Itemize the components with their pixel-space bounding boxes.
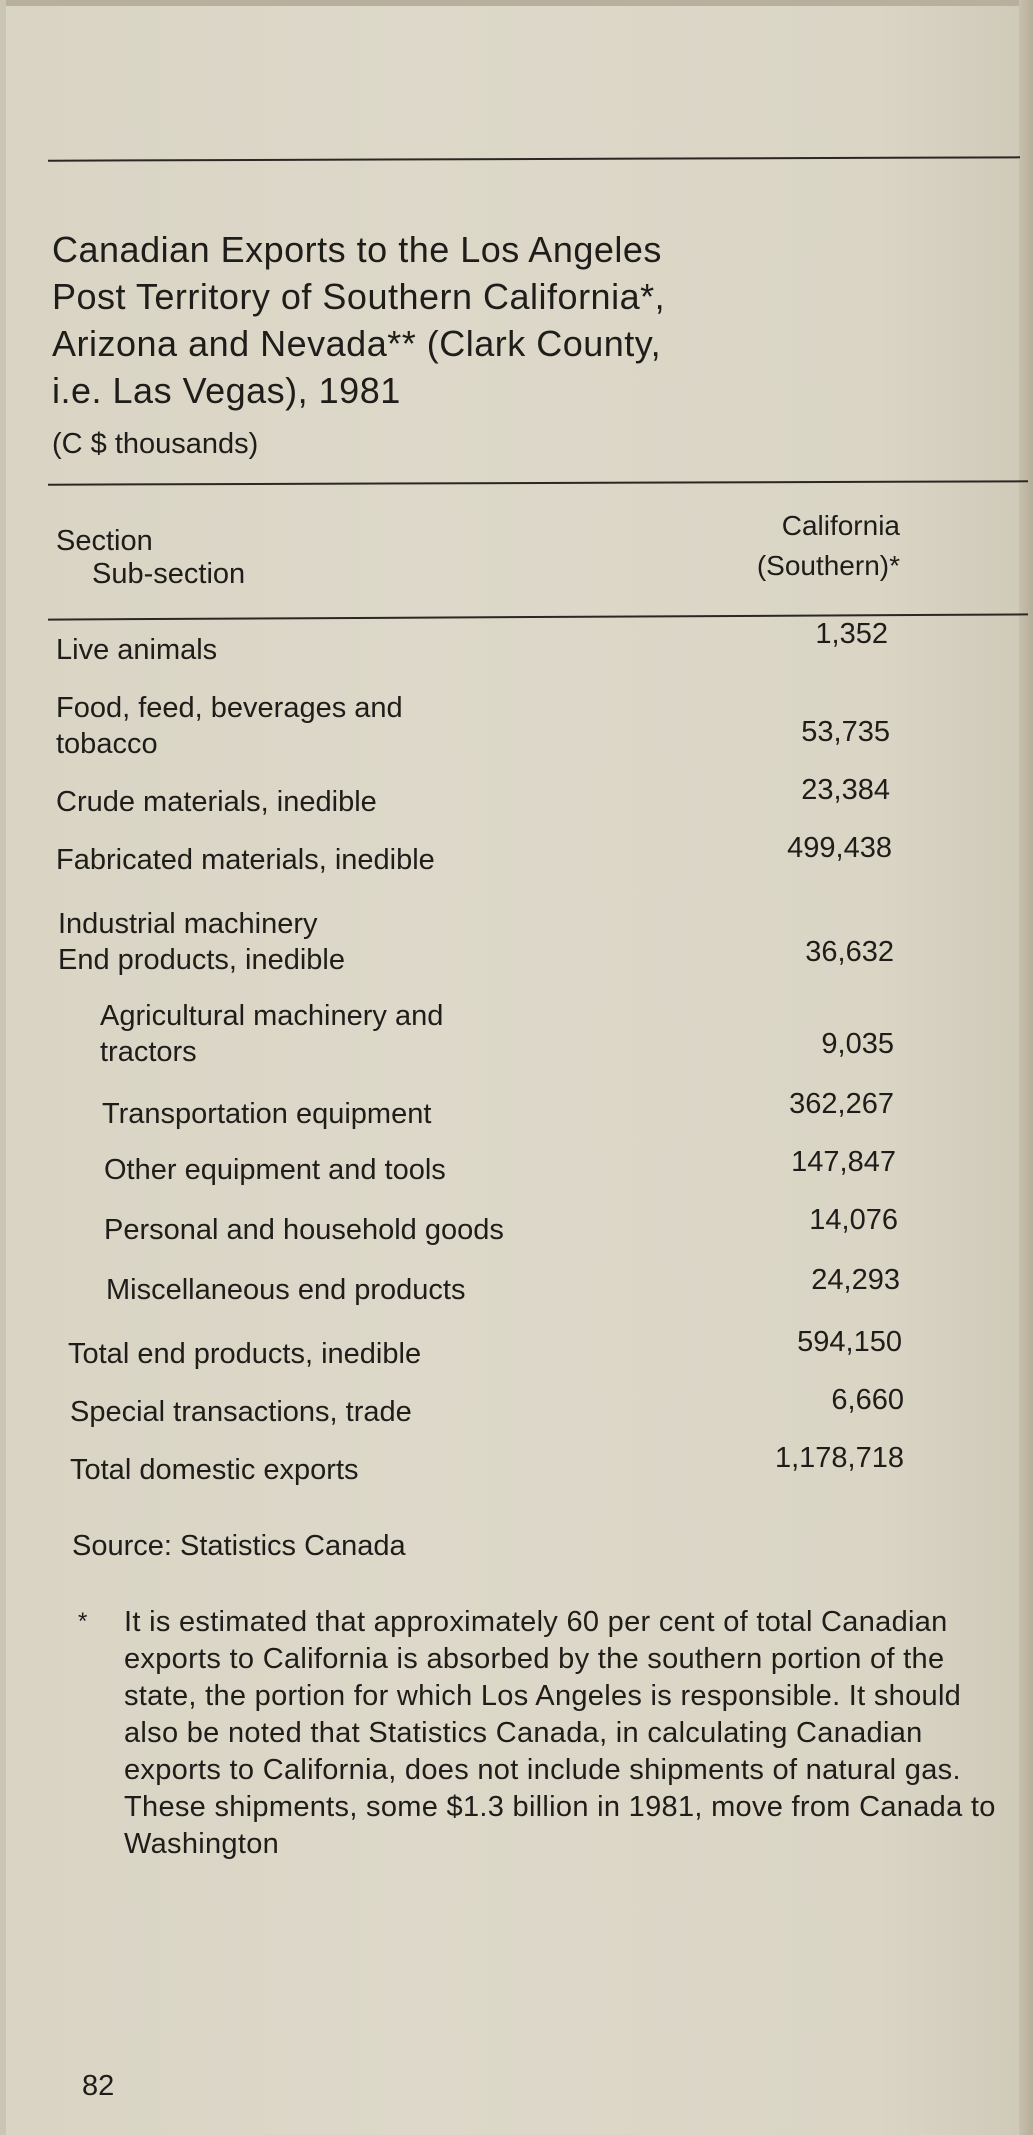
row-value: 147,847: [791, 1146, 896, 1178]
row-value: 6,660: [831, 1384, 904, 1416]
row-label: Live animals: [56, 634, 218, 666]
footnote-marker: *: [78, 1608, 88, 1635]
row-value: 53,735: [801, 716, 890, 748]
row-label: Industrial machinery End products, inedible: [58, 908, 345, 976]
row-value: 1,178,718: [774, 1442, 904, 1474]
footnote-text: It is estimated that approximately 60 per cent of total Canadian exports to California is absorbed by the southern portion of the state, the portion for which Los Angeles is responsible. It should also be noted that Statistics Canada, in calculating Canadian exports to California, does not include shipments of natural gas. These shipments, some $1.3 billion in 1981, move from Canada to Washington: [124, 1606, 996, 1860]
row-label: Agricultural machinery and tractors: [100, 1000, 444, 1068]
row-value: 499,438: [787, 832, 892, 864]
unit-note: (C $ thousands): [52, 428, 259, 460]
page-left-edge: [0, 0, 6, 2135]
row-value: 594,150: [797, 1326, 902, 1358]
row-label: Crude materials, inedible: [56, 786, 377, 818]
row-label: Personal and household goods: [104, 1214, 504, 1246]
page-top-edge: [0, 0, 1033, 6]
row-value: 36,632: [805, 936, 894, 968]
row-label: Total end products, inedible: [68, 1338, 422, 1370]
row-label: Other equipment and tools: [104, 1154, 446, 1186]
row-label: Total domestic exports: [70, 1454, 359, 1486]
page-right-edge: [1019, 0, 1033, 2135]
row-label: Transportation equipment: [102, 1098, 432, 1130]
header-section: Section: [56, 525, 153, 557]
page-number: 82: [82, 2070, 115, 2102]
row-label: Fabricated materials, inedible: [56, 844, 435, 876]
table-title: Canadian Exports to the Los Angeles Post Territory of Southern California*, Arizona and Nevada** (Clark County, i.e. Las Vegas), 1981: [52, 229, 666, 411]
row-value: 23,384: [801, 774, 890, 806]
header-column-california: California (Southern)*: [756, 510, 900, 581]
row-value: 362,267: [789, 1088, 894, 1120]
row-label: Food, feed, beverages and tobacco: [56, 692, 403, 760]
row-value: 14,076: [809, 1204, 898, 1236]
row-value: 24,293: [811, 1264, 900, 1296]
row-value: 1,352: [815, 618, 888, 650]
row-label: Special transactions, trade: [70, 1396, 412, 1428]
row-value: 9,035: [821, 1028, 894, 1060]
row-label: Miscellaneous end products: [106, 1274, 466, 1306]
header-subsection: Sub-section: [92, 558, 246, 590]
source-note: Source: Statistics Canada: [72, 1530, 406, 1562]
